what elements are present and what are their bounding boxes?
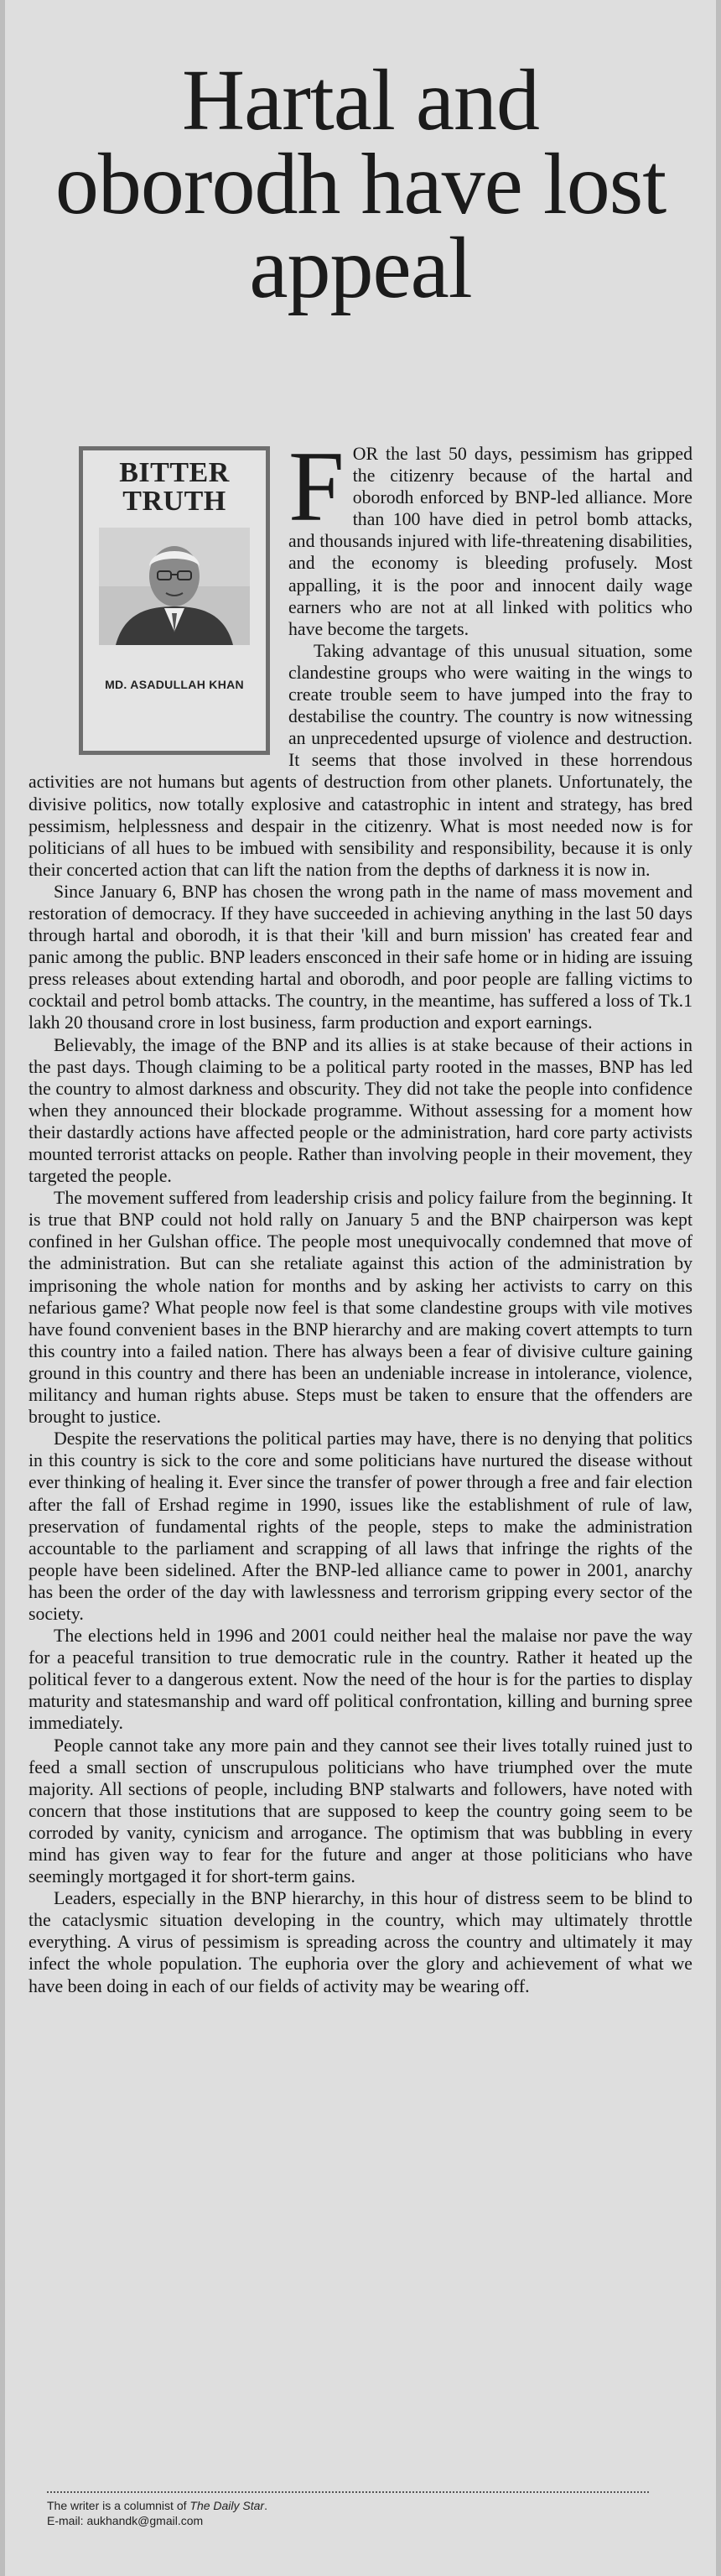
column-name-line2: TRUTH <box>122 486 226 517</box>
author-photo-icon <box>99 528 250 645</box>
column-badge <box>79 446 270 755</box>
paragraph: Believably, the image of the BNP and its allies is at stake because of their actions in the past days. Though claiming to be a political party rooted in the masses, BNP has led the country to almost darkness and obscurity. They did not take the people into confidence when they announced their blockade programme. Without assessing for a moment how their dastardly actions have affected people or the administration, hard core party activists mounted terrorist attacks on people. Rather than involving people in their movement, they targeted the people. <box>29 1034 692 1187</box>
article-body <box>29 430 692 1997</box>
headline: Hartal and oborodh have lost appeal <box>54 52 667 316</box>
drop-cap: F <box>288 430 345 542</box>
paragraph: The elections held in 1996 and 2001 could neither heal the malaise nor pave the way for a peaceful transition to true democratic rule in the country. Rather it heated up the political fever to a dangerous extent. Now the need of the hour is for the parties to display maturity and statesmanship and ward off political confrontation, killing and burning spree immediately. <box>29 1626 692 1734</box>
paragraph: Leaders, especially in the BNP hierarchy, in this hour of distress seem to be blind to the cataclysmic situation developing in the country, which may ultimately throttle everything. A virus of pessimism is spreading across the country and ultimately it may infect the whole population. The euphoria over the glory and achievement of what we have been doing in each of our fields of activity may be wearing off. <box>29 1888 692 1996</box>
author-portrait <box>99 528 250 645</box>
author-note <box>47 2491 649 2528</box>
paragraph: People cannot take any more pain and they cannot see their lives totally ruined just to feed a small section of unscrupulous politicians who have triumphed over the mute majority. All sections of people, including BNP stalwarts and followers, have noted with concern that those institutions that are supposed to keep the country going seem to be corroded by vanity, cynicism and arrogance. The optimism that was bubbling in every mind has given way to fear for the future and anger at those politicians who have seemingly mortgaged it for short-term gains. <box>29 1735 692 1887</box>
paragraph: Since January 6, BNP has chosen the wrong path in the name of mass movement and restoration of democracy. If they have succeeded in achieving anything in the last 50 days through hartal and oborodh, it is that their 'kill and burn mission' has created fear and panic among the public. BNP leaders ensconced in their safe home or in hiding are issuing press releases about extending hartal and oborodh, and poor people are falling victims to cocktail and petrol bomb attacks. The country, in the meantime, has suffered a loss of Tk.1 lakh 20 thousand crore in lost business, farm production and export earnings. <box>29 881 692 1033</box>
author-email[interactable]: E-mail: aukhandk@gmail.com <box>47 2514 204 2527</box>
paragraph: The movement suffered from leadership crisis and policy failure from the beginning. It is true that BNP could not hold rally on January 5 and the BNP chairperson was kept confined in her Gulshan office. The people most unequivocally condemned that move of the administration. But can she retaliate against this action of the administration by imprisoning the whole nation for months and by asking her activists to carry on this nefarious game? What people now feel is that some clandestine groups with vile motives have found convenient bases in the BNP hierarchy and are making covert attempts to turn this country into a failed nation. There has always been a fear of divisive culture gaining ground in this country and there has been an undeniable increase in intolerance, violence, militancy and human rights abuse. Steps must be taken to ensure that the offenders are brought to justice. <box>29 1188 692 1428</box>
paragraph: OR the last 50 days, pessimism has gripped the citizenry because of the hartal and oborodh enforced by BNP-led alliance. More than 100 have died in petrol bomb attacks, and thousands injured with life-threatening disabilities, and the economy is bleeding profusely. Most appalling, it is the poor and innocent daily wage earners who are not at all linked with politics who have become the targets. <box>288 444 692 639</box>
writer-credit-prefix: The writer is a columnist of <box>47 2499 190 2512</box>
writer-credit <box>47 2498 649 2513</box>
publication-name: The Daily Star <box>189 2499 265 2512</box>
author-name: MD. ASADULLAH KHAN <box>105 678 244 691</box>
writer-credit-suffix: . <box>264 2499 267 2512</box>
paragraph: Despite the reservations the political parties may have, there is no denying that politics in this country is sick to the core and some politicians have nurtured the disease without ever thinking of healing it. Ever since the transfer of power through a free and fair election after the fall of Ershad regime in 1990, issues like the establishment of rule of law, preservation of fundamental rights of the people, steps to make the administration accountable to the parliament and scrapping of all laws that infringe the rights of the people have been sidelined. After the BNP-led alliance came to power in 2001, anarchy has been the order of the day with lawlessness and terrorism gripping every sector of the society. <box>29 1429 692 1624</box>
column-name-line1: BITTER <box>119 457 230 488</box>
paragraph: Taking advantage of this unusual situation, some clandestine groups who were waiting in the wings to create trouble seem to have jumped into the fray to destabilise the country. The country is now witnessing an unprecedented upsurge of violence and destruction. It seems that those involved in these horrendous activities are not humans but agents of destruction from other planets. Unfortunately, the divisive politics, now totally explosive and catastrophic in intent and strategy, has bred pessimism, helplessness and despair in the citizenry. What is most needed now is for politicians of all hues to be imbued with sensibility and responsibility, because it is only their concerted action that can lift the nation from the depths of darkness it is now in. <box>29 640 692 880</box>
